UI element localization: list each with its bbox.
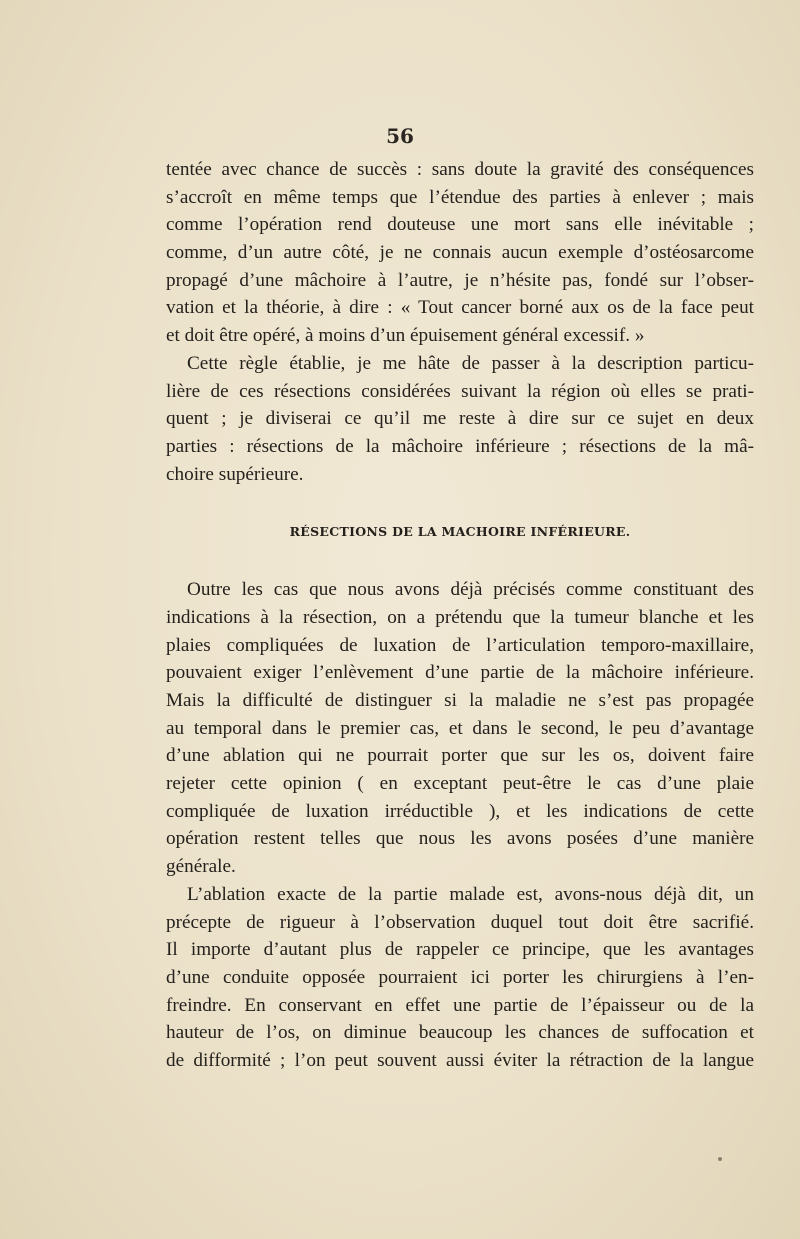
text-line: freindre. En conservant en effet une partie de l’épaisseur ou de la	[166, 994, 754, 1016]
section-spacer	[166, 546, 754, 576]
paragraph	[166, 350, 754, 488]
text-line: L’ablation exacte de la partie malade est, avons-nous déjà dit, un	[187, 883, 754, 905]
text-line: compliquée de luxation irréductible ), et les indications de cette	[166, 800, 754, 822]
section-heading: RÉSECTIONS DE LA MACHOIRE INFÉRIEURE.	[289, 524, 631, 540]
paragraph	[166, 156, 754, 350]
text-line: parties : résections de la mâchoire inférieure ; résections de la mâ-	[166, 435, 754, 457]
text-line: quent ; je diviserai ce qu’il me reste à dire sur ce sujet en deux	[166, 408, 754, 430]
text-line: comme l’opération rend douteuse une mort sans elle inévitable ;	[166, 214, 754, 236]
text-line: vation et la théorie, à dire : « Tout cancer borné aux os de la face peut	[166, 297, 754, 319]
text-line: et doit être opéré, à moins d’un épuisement général excessif. »	[166, 325, 645, 347]
text-line: plaies compliquées de luxation de l’articulation temporo-maxillaire,	[166, 634, 754, 656]
text-line: Outre les cas que nous avons déjà précisés comme constituant des	[187, 579, 754, 601]
text-line: générale.	[166, 856, 236, 878]
text-line: indications à la résection, on a prétendu que la tumeur blanche et les	[166, 606, 754, 628]
text-line: hauteur de l’os, on diminue beaucoup les chances de suffocation et	[166, 1022, 754, 1044]
text-line: Cette règle établie, je me hâte de passer à la description particu-	[187, 352, 754, 374]
text-line: tentée avec chance de succès : sans doute la gravité des conséquences	[166, 159, 754, 180]
section-spacer	[166, 488, 754, 518]
text-line: propagé d’une mâchoire à l’autre, je n’hésite pas, fondé sur l’obser-	[166, 269, 754, 291]
text-line: de difformité ; l’on peut souvent aussi éviter la rétraction de la langue	[166, 1049, 754, 1071]
paragraph	[166, 881, 754, 1075]
text-line: lière de ces résections considérées suivant la région où elles se prati-	[166, 380, 754, 402]
text-line: rejeter cette opinion ( en exceptant peut-être le cas d’une plaie	[166, 773, 754, 795]
text-line: s’accroît en même temps que l’étendue des parties à enlever ; mais	[166, 186, 754, 208]
paragraph	[166, 576, 754, 881]
text-line: au temporal dans le premier cas, et dans le second, le peu d’avantage	[166, 717, 754, 739]
text-line: comme, d’un autre côté, je ne connais aucun exemple d’ostéosarcome	[166, 242, 754, 264]
text-line: d’une conduite opposée pourraient ici porter les chirurgiens à l’en-	[166, 966, 754, 988]
page-number: 56	[386, 124, 414, 148]
text-line: choire supérieure.	[166, 463, 304, 485]
text-line: opération restent telles que nous les avons posées d’une manière	[166, 828, 754, 850]
text-line: précepte de rigueur à l’observation duquel tout doit être sacrifié.	[166, 911, 754, 933]
body-text	[166, 156, 754, 1075]
text-line: Mais la difficulté de distinguer si la maladie ne s’est pas propagée	[166, 690, 754, 711]
text-line: pouvaient exiger l’enlèvement d’une partie de la mâchoire inférieure.	[166, 662, 754, 684]
text-line: d’une ablation qui ne pourrait porter que sur les os, doivent faire	[166, 745, 754, 767]
text-line: Il importe d’autant plus de rappeler ce principe, que les avantages	[166, 939, 754, 961]
paper-speck	[718, 1157, 722, 1161]
